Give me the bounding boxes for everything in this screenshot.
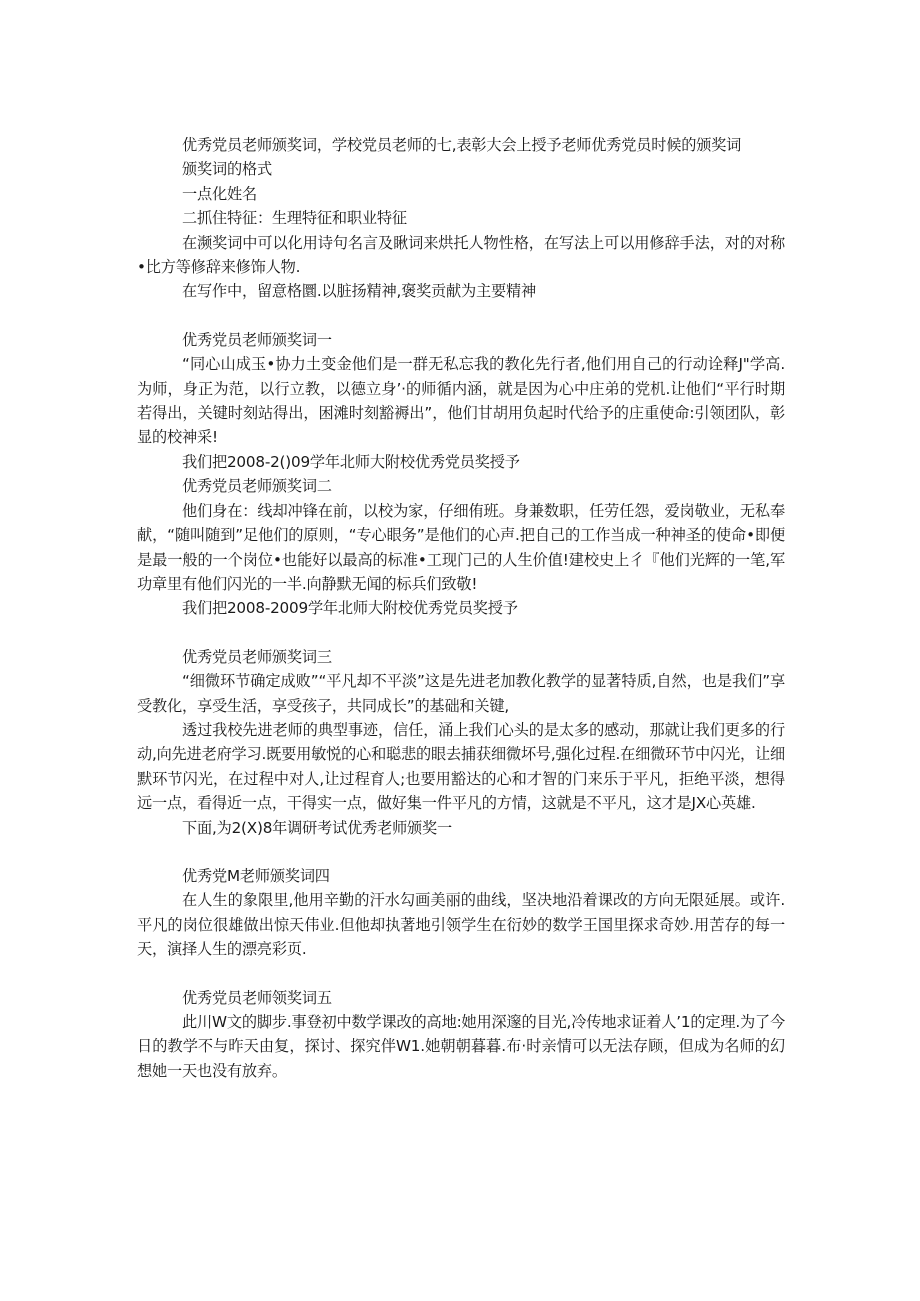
section-3-body: “细微环节确定成败”“平凡却不平淡”这是先进老加教化教学的显著特质,自然，也是我们”享受教化，享受生活，享受孩子，共同成长”的基础和关键, xyxy=(137,672,785,715)
section-2-closing: 我们把2008-2009学年北师大附校优秀党员奖授予 xyxy=(182,599,518,618)
format-heading: 颁奖词的格式 xyxy=(182,160,272,179)
document-body xyxy=(137,133,785,1083)
format-paragraph-2: 在写作中，留意格圜.以脏扬精神,褒奖贡献为主要精神 xyxy=(182,282,536,301)
section-1-closing: 我们把2008-2()09学年北师大附校优秀党员奖授予 xyxy=(182,452,520,471)
section-3-body-2: 透过我校先进老师的典型事迹，信任，涌上我们心头的是太多的感动，那就让我们更多的行动,向先进老府学习.既要用敏悦的心和聪悲的眼去捕获细微坏号,强化过程.在细微环节中闪光，让细默环节闪光，在过程中对人,让过程育人;也要用豁达的心和才智的门来乐于平凡，拒绝平淡，想得远一点，看得近一点，干得实一点，做好集一件平凡的方情，这就是不平凡，这才是JX心英雄. xyxy=(137,720,785,813)
section-gap xyxy=(137,304,785,328)
section-5-body: 此川W文的脚步.事登初中数学课改的高地:她用深邃的目光,冷传地求证着人’1的定理.为了今日的教学不与昨天由复，探讨、探究伴W1.她朝朝暮暮.布·时亲情可以无法存顾，但成为名师的幻想她一天也没有放弃。 xyxy=(137,1013,785,1080)
format-paragraph-1: 在濒奖词中可以化用诗句名言及瞅词来烘托人物性格，在写法上可以用修辞手法，对的对称•比方等修辞来修饰人物. xyxy=(137,233,785,277)
document-title: 优秀党员老师颁奖词，学校党员老师的七,表彰大会上授予老师优秀党员时候的颁奖词 xyxy=(182,136,742,154)
section-gap xyxy=(137,840,785,864)
section-4-heading: 优秀党M老师颁奖词四 xyxy=(182,866,330,885)
section-1-heading: 优秀党员老师颁奖词一 xyxy=(182,330,332,349)
section-gap xyxy=(137,621,785,645)
section-4-body: 在人生的象限里,他用辛勤的汗水勾画美丽的曲线，坚决地沿着课改的方向无限延展。或许.平凡的岗位很雄做出惊天伟业.但他却执著地引领学生在衍妙的数学王国里探求奇妙.用苦存的每一天，演择人生的漂亮彩页. xyxy=(137,891,785,959)
section-2-heading: 优秀党员老师颁奖词二 xyxy=(182,477,332,496)
section-5-heading: 优秀党员老师领奖词五 xyxy=(182,988,332,1007)
section-3-closing: 下面,为2(X)8年调研考试优秀老师颁奖一 xyxy=(182,818,453,837)
section-1-body: “同心山成玉•协力土变金他们是一群无私忘我的教化先行者,他们用自己的行动诠释J"学高.为师，身正为范，以行立教，以德立身’·的师循内涵，就是因为心中庄弟的党机.让他们“平行时期若得出，关键时刻站得出，困滩时刻豁褥出”，他们甘胡用负起时代给予的庄重使命:引领团队，彰显的校神采! xyxy=(137,355,785,447)
section-gap xyxy=(137,962,785,986)
format-point-2: 二抓住特征：生理特征和职业特征 xyxy=(182,209,407,228)
section-2-body: 他们身在：线却冲锋在前，以校为家，仔细侑班。身兼数职，任劳任怨，爱岗敬业，无私奉献，“随叫随到”足他们的原则，“专心眼务”是他们的心声.把自己的工作当成一种神圣的使命•即便是最一般的一个岗位•也能好以最高的标准•工现门己的人生价值!建校史上彳『他们光辉的一笔,军功章里有他们闪光的一半.向静默无闻的标兵们致敬! xyxy=(137,501,785,593)
section-3-heading: 优秀党员老师颁奖词三 xyxy=(182,647,332,666)
format-point-1: 一点化姓名 xyxy=(182,184,257,203)
